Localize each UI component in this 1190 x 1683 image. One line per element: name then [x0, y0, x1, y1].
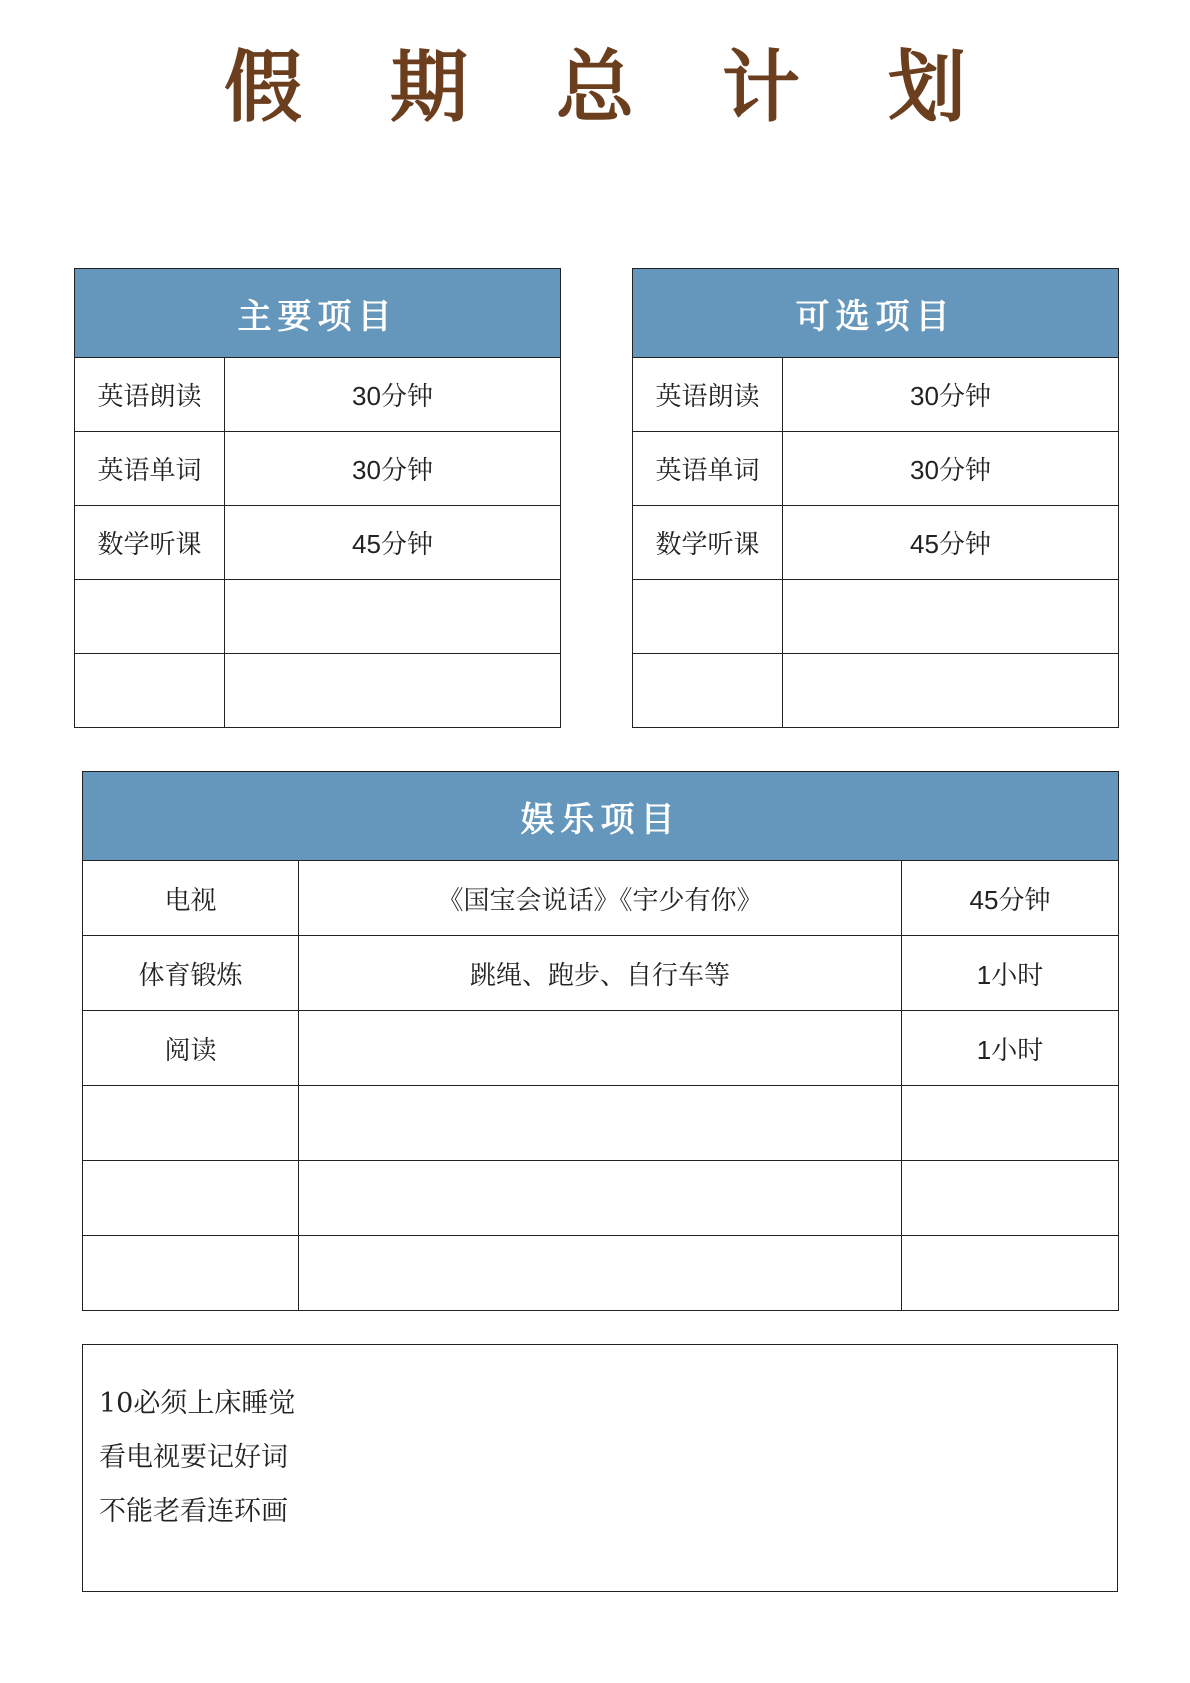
- empty-cell: [902, 1236, 1119, 1311]
- entertainment-header: 娱乐项目: [83, 772, 1119, 861]
- empty-cell: [225, 580, 561, 654]
- detail-cell: 《国宝会说话》《宇少有你》: [299, 861, 902, 936]
- time-cell: 30分钟: [225, 358, 561, 432]
- item-cell: 体育锻炼: [83, 936, 299, 1011]
- empty-row: [75, 654, 561, 728]
- empty-row: [633, 580, 1119, 654]
- optional-items-header: 可选项目: [633, 269, 1119, 358]
- item-cell: 英语单词: [633, 432, 783, 506]
- empty-row: [83, 1086, 1119, 1161]
- item-cell: 英语朗读: [633, 358, 783, 432]
- empty-cell: [83, 1161, 299, 1236]
- empty-row: [633, 654, 1119, 728]
- table-row: [633, 506, 1119, 580]
- note-line: 看电视要记好词: [99, 1442, 288, 1473]
- item-cell: 英语朗读: [75, 358, 225, 432]
- optional-items-table: [632, 268, 1119, 728]
- empty-cell: [299, 1086, 902, 1161]
- empty-cell: [299, 1236, 902, 1311]
- empty-cell: [783, 654, 1119, 728]
- empty-cell: [83, 1236, 299, 1311]
- item-cell: 数学听课: [75, 506, 225, 580]
- empty-cell: [75, 580, 225, 654]
- table-row: [75, 432, 561, 506]
- empty-cell: [83, 1086, 299, 1161]
- table-row: [75, 506, 561, 580]
- item-cell: 电视: [83, 861, 299, 936]
- empty-cell: [633, 580, 783, 654]
- time-cell: 45分钟: [783, 506, 1119, 580]
- time-cell: 1小时: [902, 1011, 1119, 1086]
- empty-row: [83, 1161, 1119, 1236]
- main-items-header: 主要项目: [75, 269, 561, 358]
- empty-row: [75, 580, 561, 654]
- detail-cell: [299, 1011, 902, 1086]
- empty-cell: [225, 654, 561, 728]
- table-row: [75, 358, 561, 432]
- table-row: [83, 936, 1119, 1011]
- empty-cell: [299, 1161, 902, 1236]
- main-items-table: [74, 268, 561, 728]
- table-row: [633, 432, 1119, 506]
- note-line: 不能老看连环画: [99, 1496, 288, 1527]
- item-cell: 英语单词: [75, 432, 225, 506]
- empty-row: [83, 1236, 1119, 1311]
- note-line: 10必须上床睡觉: [99, 1388, 296, 1419]
- empty-cell: [902, 1161, 1119, 1236]
- empty-cell: [75, 654, 225, 728]
- item-cell: 阅读: [83, 1011, 299, 1086]
- page-title: 假期总计划: [223, 42, 1054, 133]
- time-cell: 30分钟: [783, 358, 1119, 432]
- empty-cell: [902, 1086, 1119, 1161]
- table-row: [83, 1011, 1119, 1086]
- entertainment-table: [82, 771, 1119, 1311]
- table-row: [83, 861, 1119, 936]
- time-cell: 30分钟: [225, 432, 561, 506]
- empty-cell: [633, 654, 783, 728]
- time-cell: 45分钟: [225, 506, 561, 580]
- notes-box: [82, 1344, 1118, 1592]
- detail-cell: 跳绳、跑步、自行车等: [299, 936, 902, 1011]
- time-cell: 1小时: [902, 936, 1119, 1011]
- empty-cell: [783, 580, 1119, 654]
- item-cell: 数学听课: [633, 506, 783, 580]
- time-cell: 30分钟: [783, 432, 1119, 506]
- time-cell: 45分钟: [902, 861, 1119, 936]
- table-row: [633, 358, 1119, 432]
